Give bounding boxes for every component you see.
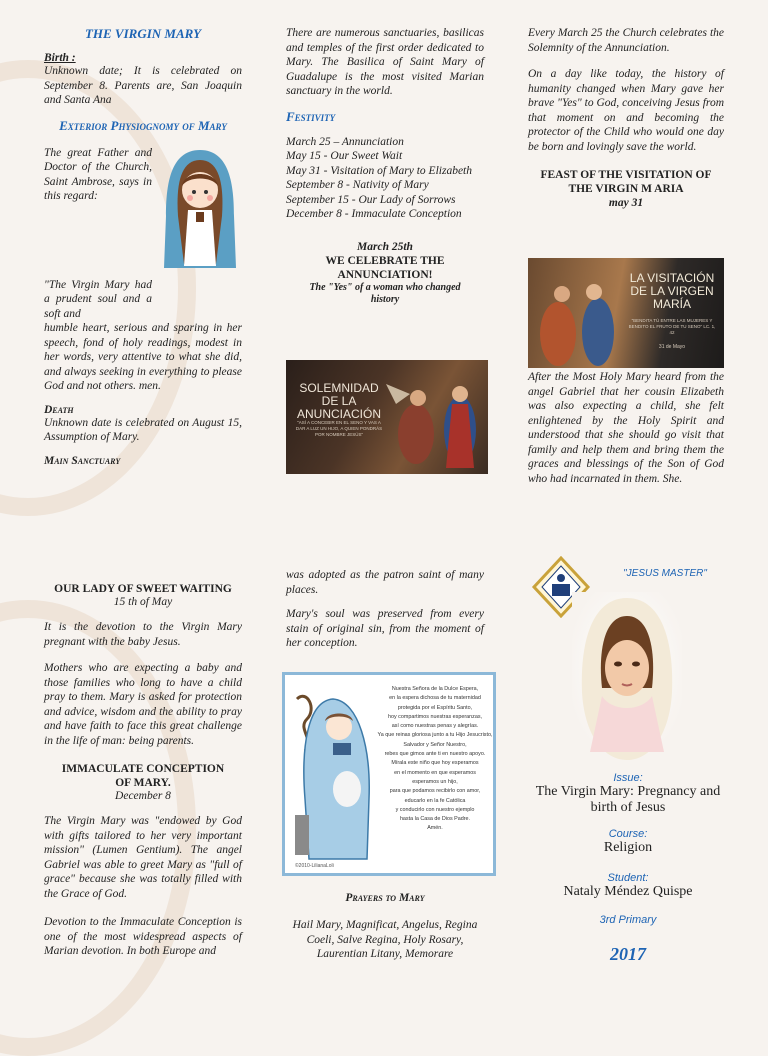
death-text: Unknown date is celebrated on August 15, Assumption of Mary. xyxy=(44,416,242,443)
feast-item: May 31 - Visitation of Mary to Elizabeth xyxy=(286,164,472,177)
prayer-line: educarlo en la fe Católica xyxy=(404,797,466,804)
annunciation-p1: Every March 25 the Church celebrates the Solemnity of the Annunciation. xyxy=(528,27,724,54)
col2-top xyxy=(286,26,484,306)
immaculate-p4: Devotion to the Immaculate Conception is one of the most widespread aspects of Marian devotion. In both Europe and xyxy=(44,916,242,957)
col3-top xyxy=(528,26,724,210)
course-text: Religion xyxy=(603,840,653,855)
visitation-date: may 31 xyxy=(608,197,644,209)
annunciation-p2: On a day like today, the history of humanity changed when Mary gave her brave "Yes" to God, conceiving Jesus from that moment on and becoming the protector of the Child who would one day be born and lovingly save the world. xyxy=(528,68,724,153)
year-text: 2017 xyxy=(610,944,646,964)
feast-item: May 15 - Our Sweet Wait xyxy=(286,150,403,162)
cartoon-mary-image xyxy=(160,146,240,276)
col3-top-after xyxy=(528,370,724,496)
virgin-mary-portrait xyxy=(572,592,682,762)
visitation-image xyxy=(528,258,724,368)
feast-item: September 15 - Our Lady of Sorrows xyxy=(286,193,456,206)
prayer-line: Ya que reinas gloriosa junto a tu Hijo Jesucristo, xyxy=(377,732,493,739)
immaculate-p3: The Virgin Mary was "endowed by God with gifts tailored to her very important mission" (Lumen Gentium). The angel Gabriel was able to greet Mary as "full of grace" because she was totally filled with the Grace of God. xyxy=(44,815,242,900)
immaculate-title: IMMACULATE CONCEPTION OF MARY. xyxy=(61,763,225,789)
immaculate-date: December 8 xyxy=(115,790,171,802)
visitation-image-caption: "BENDITA TÚ ENTRE LAS MUJERES Y BENDITO EL FRUTO DE TU SENO" LC. 1, 42 xyxy=(628,318,716,335)
prayer-line: hasta la Casa de Dios Padre. xyxy=(399,816,471,823)
prayer-line: Amén. xyxy=(427,825,443,832)
prayer-line: en el momento en que esperamos xyxy=(394,769,476,776)
prayer-card-mary-illustration xyxy=(287,679,379,873)
student-text: Nataly Méndez Quispe xyxy=(563,884,693,899)
school-name: "JESUS MASTER" xyxy=(623,568,707,579)
visitation-text: After the Most Holy Mary heard from the angel Gabriel that her cousin Elizabeth was also expecting a child, she felt enlightened by the Holy Spirit and understood that she should go visit that family and help them and bring them the graces and blessings of the Son of God who had incarnated in them. She. xyxy=(528,371,724,485)
visitation-figures xyxy=(528,258,628,368)
title-virgin-mary: THE VIRGIN MARY xyxy=(84,26,202,41)
death-label: Death xyxy=(44,403,74,416)
annunciation-image-title: SOLEMNIDAD DE LA ANUNCIACIÓN xyxy=(296,381,381,421)
feast-item: March 25 – Annunciation xyxy=(286,135,404,148)
annunciation-image-caption: "ASÍ A CONCEBIR EN EL SENO Y VAS A DAR A LUZ UN HIJO, A QUIEN PONDRÁS POR NOMBRE JESÚS" xyxy=(295,420,383,437)
grade-text: 3rd Primary xyxy=(599,914,657,926)
sweet-waiting-date: 15 th of May xyxy=(113,596,173,608)
prayer-line: hoy compartimos nuestras esperanzas, xyxy=(387,713,483,720)
visitation-image-title: LA VISITACIÓN DE LA VIRGEN MARÍA xyxy=(629,271,715,311)
festivity-heading: Festivity xyxy=(286,108,336,124)
quote-rest: humble heart, serious and sparing in her speech, fond of holy readings, modest in her words, very attentive to what she did, and always seeking in everything to please God and not others. men. xyxy=(44,322,242,392)
prayer-card-credit: ©2010-LilianaLoli xyxy=(295,863,334,869)
prayer-line: rebes que gimos ante ti en nuestro apoyo. xyxy=(384,751,486,758)
quote-start: "The Virgin Mary had a prudent soul and a soft and xyxy=(44,278,152,320)
prayer-line: Mírala este niño que hoy esperamos xyxy=(391,760,479,767)
prayer-line: protegida por el Espíritu Santo, xyxy=(397,704,473,711)
annunciation-figures xyxy=(386,364,486,472)
issue-label: Issue: xyxy=(613,772,643,784)
prayer-line: y conducirlo con nuestro ejemplo xyxy=(395,806,475,813)
birth-label: Birth : xyxy=(44,52,76,64)
issue-text: The Virgin Mary: Pregnancy and birth of Jesus xyxy=(535,784,721,815)
prayer-line: Nuestra Señora de la Dulce Espera, xyxy=(391,686,479,692)
ambrose-intro: The great Father and Doctor of the Church, Saint Ambrose, says in this regard: xyxy=(44,146,152,202)
yes-line: The "Yes" of a woman who changed history xyxy=(309,281,461,305)
col2-bottom-prayers xyxy=(286,892,484,972)
sweet-waiting-p1: It is the devotion to the Virgin Mary pregnant with the baby Jesus. xyxy=(44,621,242,648)
col1-bottom xyxy=(44,582,242,969)
feast-item: December 8 - Immaculate Conception xyxy=(286,208,462,220)
prayer-card-image xyxy=(282,672,496,876)
visitation-image-date: 31 de Mayo xyxy=(658,344,686,350)
march-date: March 25th xyxy=(357,240,413,253)
col1-top xyxy=(44,26,242,467)
student-label: Student: xyxy=(607,872,649,884)
col2-bottom xyxy=(286,568,484,661)
prayer-line: en la espera dichosa de tu maternidad xyxy=(389,695,481,702)
main-sanctuary-label: Main Sanctuary xyxy=(44,454,121,467)
annunciation-image xyxy=(286,360,488,474)
physiognomy-heading: Exterior Physiognomy of Mary xyxy=(59,117,227,133)
feast-list xyxy=(286,135,484,222)
sweet-waiting-p2: Mothers who are expecting a baby and those families who long to have a child pray to them. Mary is asked for protection and advice, wisdom and the ability to pray and have faith to face this great challenge in the life of man: being parents. xyxy=(44,662,242,747)
visitation-heading: FEAST OF THE VISITATION OF THE VIRGIN M ARIA xyxy=(540,169,712,195)
prayer-line: esperamos un hijo, xyxy=(412,778,458,785)
feast-item: September 8 - Nativity of Mary xyxy=(286,179,429,191)
patron-text: was adopted as the patron saint of many places. xyxy=(286,569,484,596)
col3-bottom xyxy=(528,772,728,965)
prayer-line: para que podamos recibirlo con amor, xyxy=(389,788,481,795)
sanctuary-intro: There are numerous sanctuaries, basilicas and temples of the first order dedicated to Mary. The Basilica of Saint Mary of Guadalupe is the most visited Marian sanctuary in the world. xyxy=(286,27,484,97)
course-label: Course: xyxy=(608,828,648,840)
prayers-heading: Prayers to Mary xyxy=(345,892,425,904)
sweet-waiting-title: OUR LADY OF SWEET WAITING xyxy=(54,583,232,595)
soul-text: Mary's soul was preserved from every stain of original sin, from the moment of her conception. xyxy=(286,608,484,649)
celebrate-annunciation: WE CELEBRATE THE ANNUNCIATION! xyxy=(325,254,445,281)
prayers-list: Hail Mary, Magnificat, Angelus, Regina Coeli, Salve Regina, Holy Rosary, Laurentian Litany, Memorare xyxy=(292,919,478,960)
prayer-line: Salvador y Señor Nuestro, xyxy=(403,741,467,748)
prayer-card-text xyxy=(377,685,493,834)
prayer-line: así como nuestras penas y alegrías. xyxy=(391,723,479,730)
birth-text: Unknown date; It is celebrated on September 8. Parents are, San Joaquin and Santa Ana xyxy=(44,65,242,106)
